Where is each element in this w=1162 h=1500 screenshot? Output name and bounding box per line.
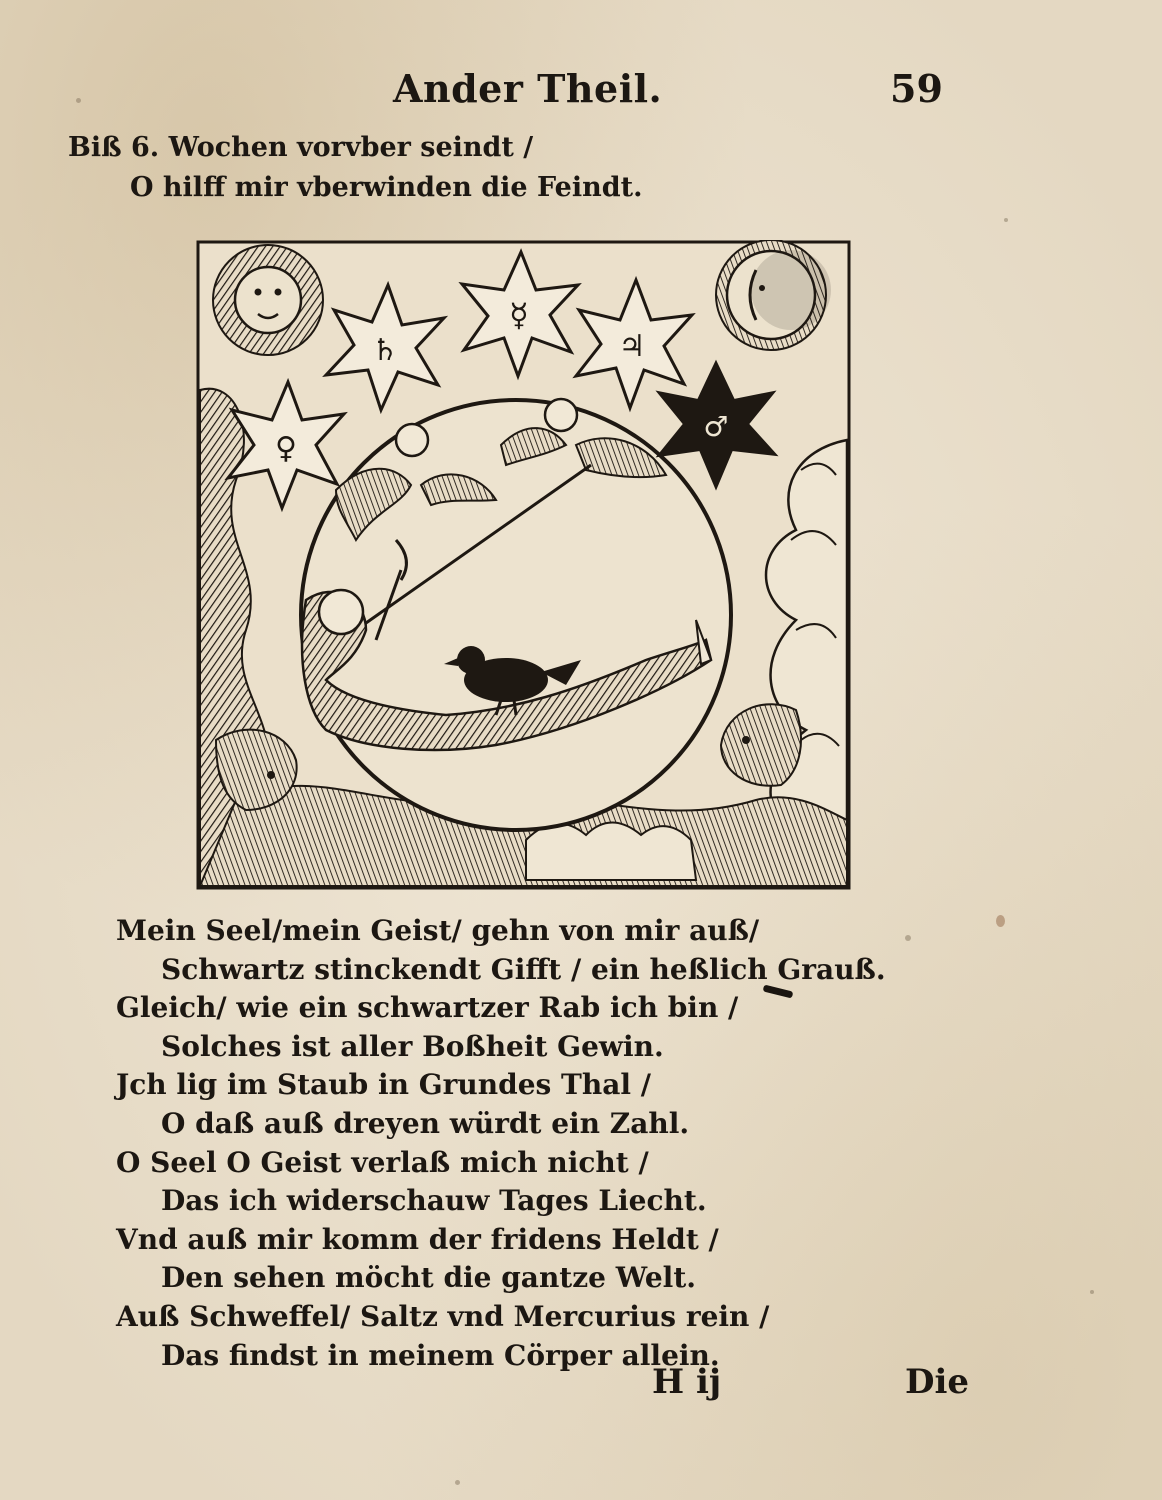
poem-line: O Seel O Geist verlaß mich nicht / [116,1145,649,1179]
svg-text:♂: ♂ [703,410,729,443]
paper-speck [996,915,1005,927]
paper-speck [1004,218,1008,222]
paper-speck [76,98,81,103]
paper-speck [1090,1290,1094,1294]
svg-text:♄: ♄ [371,333,399,368]
poem-line: Schwartz stinckendt Gifft / ein heßlich Grauß. [161,952,886,986]
paper-speck [905,935,911,941]
poem-line: Den sehen möcht die gantze Welt. [161,1261,696,1295]
verse-line: Biß 6. Wochen vorvber seindt / [68,132,534,163]
paper-speck [455,1480,460,1485]
sun-face-icon [213,245,323,355]
poem-line: Gleich/ wie ein schwartzer Rab ich bin / [116,991,739,1025]
poem-line: O daß auß dreyen würdt ein Zahl. [161,1106,690,1140]
poem-line: Das findst in meinem Cörper allein. [161,1338,720,1372]
catchword: Die [905,1362,970,1402]
alchemical-woodcut-illustration [196,240,851,890]
svg-text:♀: ♀ [275,431,297,466]
poem-line: Das ich widerschauw Tages Liecht. [161,1184,707,1218]
signature-mark: H ij [652,1362,722,1402]
top-verse [68,128,643,208]
poem-line: Mein Seel/mein Geist/ gehn von mir auß/ [116,914,760,947]
poem-line: Solches ist aller Boßheit Gewin. [161,1029,664,1063]
running-head: Ander Theil. [393,66,663,111]
page-number: 59 [890,66,943,111]
poem-line: Vnd auß mir komm der fridens Heldt / [116,1222,719,1256]
poem-line: Jch lig im Staub in Grundes Thal / [116,1068,651,1102]
svg-text:☿: ☿ [509,296,529,334]
poem [116,912,886,1375]
svg-text:♃: ♃ [618,329,646,364]
verse-line: O hilff mir vberwinden die Feindt. [130,172,643,203]
poem-line: Auß Schweffel/ Saltz vnd Mercurius rein / [116,1299,770,1333]
